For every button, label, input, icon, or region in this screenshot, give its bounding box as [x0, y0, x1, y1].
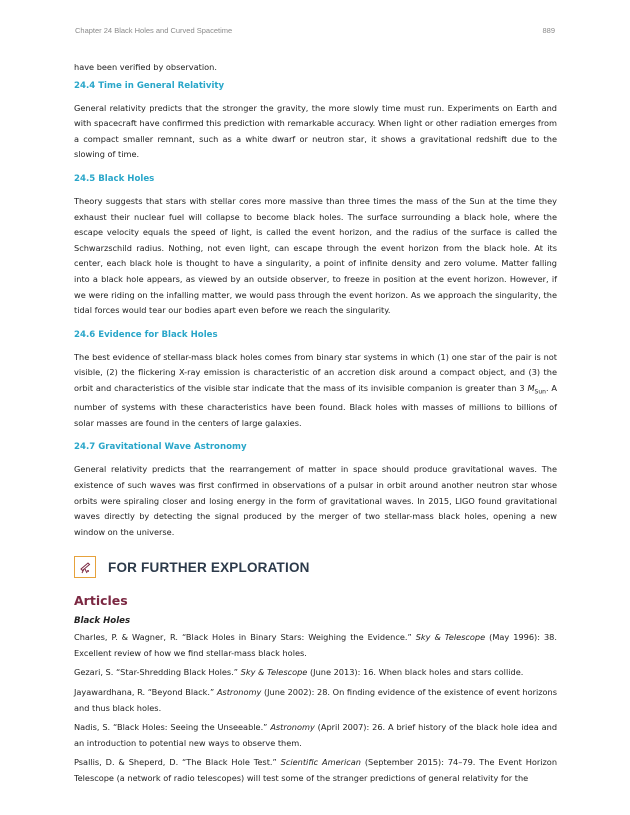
ref-source: Sky & Telescope: [415, 632, 486, 643]
section-heading-gravitational-waves: 24.7 Gravitational Wave Astronomy: [74, 442, 247, 453]
reference-entry: [74, 685, 557, 716]
page-number: 889: [542, 26, 555, 35]
mass-symbol-subscript: Sun: [534, 388, 546, 396]
further-exploration-title: FOR FURTHER EXPLORATION: [108, 559, 310, 575]
section-heading-evidence: 24.6 Evidence for Black Holes: [74, 329, 218, 340]
running-header: [75, 26, 555, 35]
chapter-title: Chapter 24 Black Holes and Curved Spacetime: [75, 26, 233, 35]
evidence-text-before: The best evidence of stellar-mass black holes comes from binary star systems in which (1) one star of the pair is not visible, (2) the flickering X-ray emission is characteristic of an accretion disk around a compact object, and (3) the orbit and characteristics of the visible star indicate that the mass of its invisible companion is greater than 3: [74, 351, 557, 393]
ref-details: (September 2015): 74–79. The Event Horizon Telescope (a network of radio telescopes) will test some of the stranger predictions of general relativity for the: [74, 757, 558, 784]
section-heading-black-holes: 24.5 Black Holes: [74, 173, 155, 184]
ref-details: (June 2002): 28. On finding evidence of the existence of event horizons and thus black holes.: [74, 687, 557, 713]
ref-authors: Psallis, D. & Sheperd, D. “The Black Hole Test.”: [74, 757, 281, 768]
further-exploration-banner: [74, 556, 557, 578]
ref-authors: Charles, P. & Wagner, R. “Black Holes in Binary Stars: Weighing the Evidence.”: [74, 632, 416, 643]
intro-tail-paragraph: have been verified by observation.: [74, 62, 217, 72]
articles-heading: Articles: [74, 593, 128, 609]
evidence-text-after: . A number of systems with these characteristics have been found. Black holes with masses of millions to billions of solar masses are found in the centers of large galaxies.: [74, 382, 557, 428]
reference-entry: [74, 630, 557, 661]
ref-source: Scientific American: [280, 757, 361, 768]
ref-authors: Nadis, S. “Black Holes: Seeing the Unseeable.”: [74, 722, 271, 733]
reference-entry: [74, 755, 557, 786]
section-paragraph-gravitational-waves: General relativity predicts that the rearrangement of matter in space should produce gravitational waves. The existence of such waves was first confirmed in observations of a pulsar in orbit around another neutron star whose orbits were spiraling closer and losing energy in the form of gravitational waves. In 2015, LIGO found gravitational waves directly by detecting the signal produced by the merger of two stellar-mass black holes, opening a new window on the universe.: [74, 464, 557, 537]
telescope-icon: [74, 556, 96, 578]
ref-authors: Gezari, S. “Star-Shredding Black Holes.”: [74, 667, 241, 678]
section-paragraph-time: General relativity predicts that the stronger the gravity, the more slowly time must run. Experiments on Earth and with spacecraft have confirmed this prediction with remarkable accuracy. When light or other radiation emerges from a compact smaller remnant, such as a white dwarf or neutron star, it shows a gravitational redshift due to the slowing of time.: [74, 102, 557, 160]
mass-symbol: M: [527, 382, 535, 393]
ref-source: Astronomy: [270, 722, 315, 733]
reference-entry: [74, 665, 557, 681]
ref-source: Sky & Telescope: [240, 667, 308, 678]
articles-subheading: Black Holes: [74, 616, 131, 627]
ref-details: (May 1996): 38. Excellent review of how we find stellar-mass black holes.: [74, 632, 557, 658]
section-paragraph-evidence: [74, 350, 557, 432]
section-heading-time: 24.4 Time in General Relativity: [74, 80, 225, 91]
ref-details: (April 2007): 26. A brief history of the black hole idea and an introduction to potential new ways to observe them.: [74, 722, 558, 748]
ref-authors: Jayawardhana, R. “Beyond Black.”: [74, 687, 217, 698]
ref-details: (June 2013): 16. When black holes and stars collide.: [307, 667, 524, 678]
reference-entry: [74, 720, 557, 751]
section-paragraph-black-holes: Theory suggests that stars with stellar cores more massive than three times the mass of the Sun at the time they exhaust their nuclear fuel will collapse to become black holes. The surface surrounding a black hole, where the escape velocity equals the speed of light, is called the event horizon, and the radius of the surface is called the Schwarzschild radius. Nothing, not even light, can escape through the event horizon from the black hole. At its center, each black hole is thought to have a singularity, a point of infinite density and zero volume. Matter falling into a black hole appears, as viewed by an outside observer, to freeze in position at the event horizon. However, if we were riding on the infalling matter, we would pass through the event horizon. As we approach the singularity, the tidal forces would tear our bodies apart even before we reach the singularity.: [74, 195, 557, 316]
page-content: [74, 60, 557, 791]
ref-source: Astronomy: [216, 687, 262, 698]
